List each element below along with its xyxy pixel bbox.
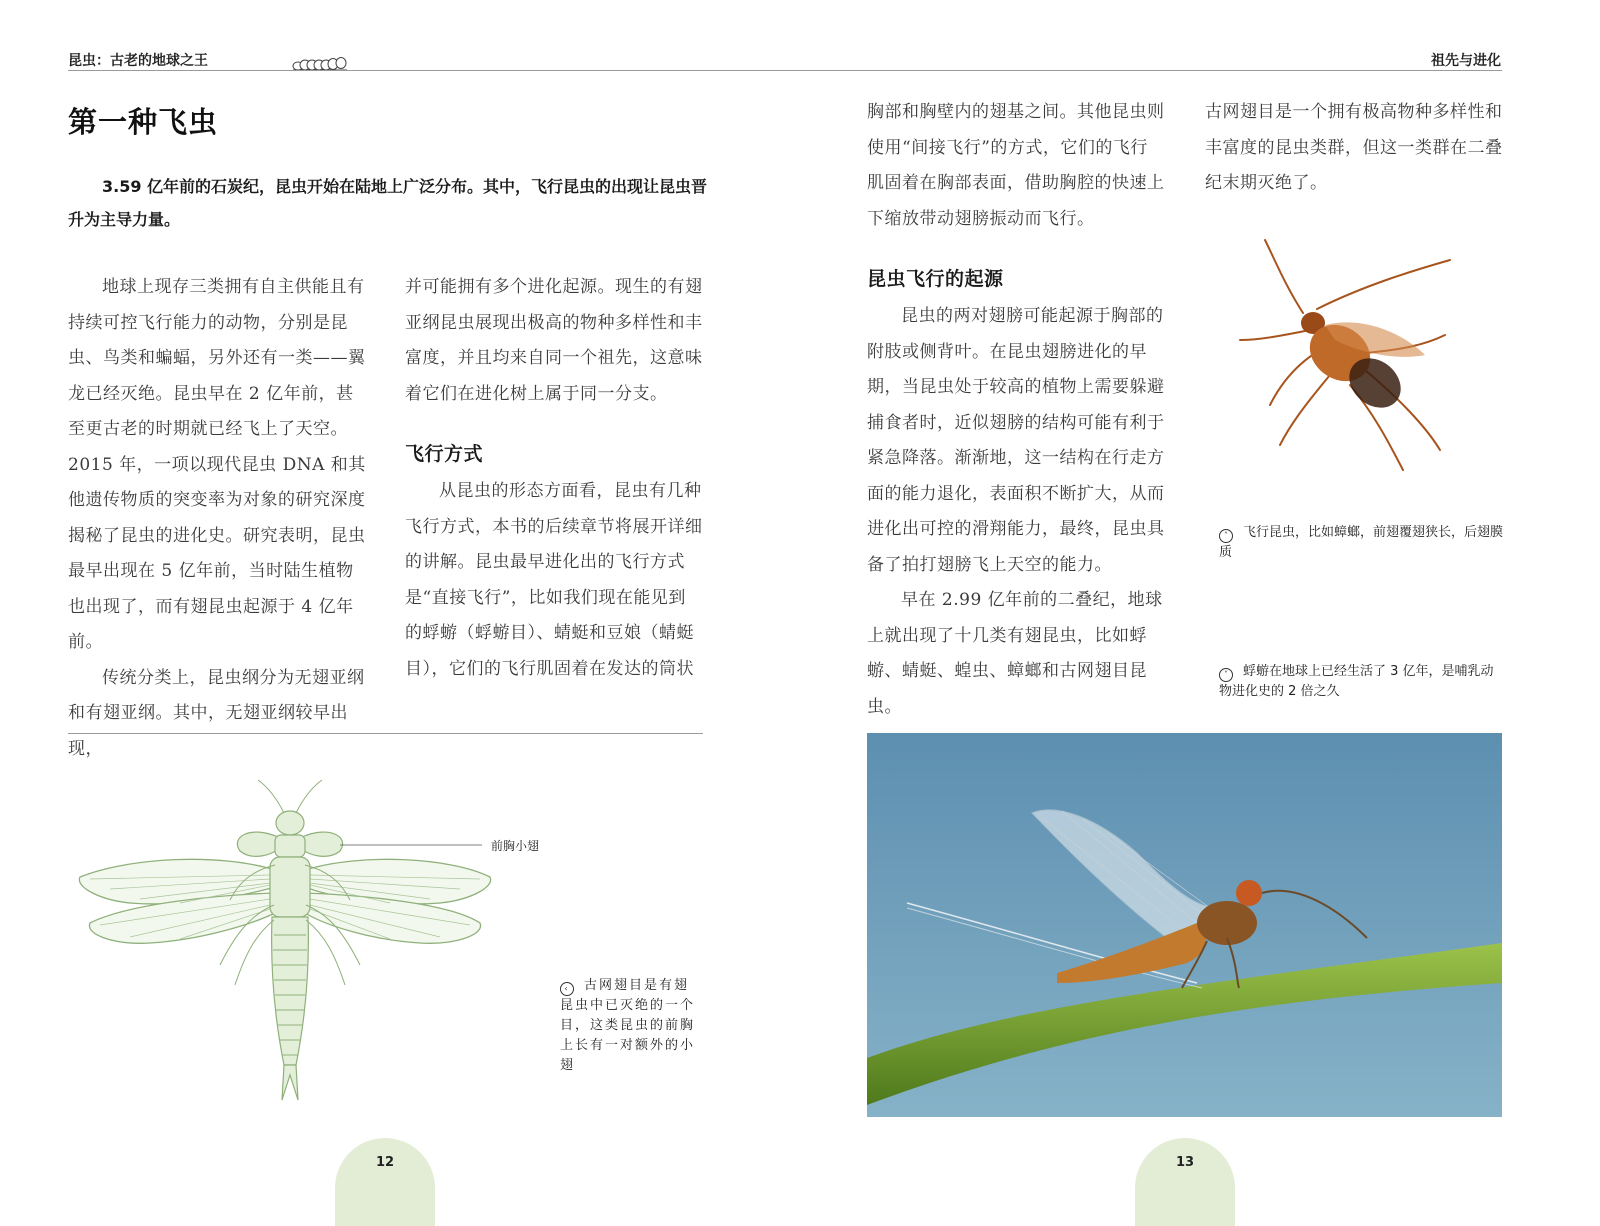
paragraph: 早在 2.99 亿年前的二叠纪，地球上就出现了十几类有翅昆虫，比如蜉蝣、蜻蜓、蝗虫、蟑螂和古网翅目昆虫。 xyxy=(867,590,1163,717)
caption-text: 蜉蝣在地球上已经生活了 3 亿年，是哺乳动物进化史的 2 倍之久 xyxy=(1219,664,1494,699)
caption-text: 古网翅目是有翅昆虫中已灭绝的一个目，这类昆虫的前胸上长有一对额外的小翅 xyxy=(560,978,696,1073)
chapter-title: 第一种飞虫 xyxy=(68,105,219,139)
right-column-2 xyxy=(1205,95,1503,202)
running-head-right: 祖先与进化 xyxy=(1431,53,1501,69)
palaeodictyoptera-diagram xyxy=(70,775,550,1105)
paragraph: 古网翅目是一个拥有极高物种多样性和丰富度的昆虫类群，但这一类群在二叠纪末期灭绝了。 xyxy=(1205,102,1503,193)
paragraph: 传统分类上，昆虫纲分为无翅亚纲和有翅亚纲。其中，无翅亚纲较早出现， xyxy=(68,667,365,759)
section-heading-origin: 昆虫飞行的起源 xyxy=(867,268,1004,290)
section-divider xyxy=(68,733,703,734)
mayfly-photo xyxy=(867,733,1502,1117)
caption-text: 飞行昆虫，比如蟑螂，前翅覆翅狭长，后翅膜质 xyxy=(1219,525,1504,560)
page-number-right: 13 xyxy=(1135,1138,1235,1226)
chevron-down-icon: ˅ xyxy=(1219,668,1233,682)
left-column-1 xyxy=(68,270,366,767)
chevron-up-icon: ˄ xyxy=(1219,529,1233,543)
paragraph: 昆虫的两对翅膀可能起源于胸部的附肢或侧背叶。在昆虫翅膀进化的早期，当昆虫处于较高的植物上需要躲避捕食者时，近似翅膀的结构可能有利于紧急降落。渐渐地，这一结构在行走方面的能力退化，表面积不断扩大，从而进化出可控的滑翔能力，最终，昆虫具备了拍打翅膀飞上天空的能力。 xyxy=(867,306,1165,575)
header-rule xyxy=(68,70,1502,71)
paragraph: 从昆虫的形态方面看，昆虫有几种飞行方式，本书的后续章节将展开详细的讲解。昆虫最早进化出的飞行方式是“直接飞行”，比如我们现在能见到的蜉蝣（蜉蝣目）、蜻蜓和豆娘（蜻蜓目），它们的飞行肌固着在发达的筒状 xyxy=(405,481,703,679)
diagram-label-winglet: 前胸小翅 xyxy=(491,839,540,853)
chevron-left-icon: ‹ xyxy=(560,982,574,996)
section-heading-flight: 飞行方式 xyxy=(405,443,484,465)
paragraph: 胸部和胸壁内的翅基之间。其他昆虫则使用“间接飞行”的方式，它们的飞行肌固着在胸部表面，借助胸腔的快速上下缩放带动翅膀振动而飞行。 xyxy=(867,102,1165,229)
paragraph: 并可能拥有多个进化起源。现生的有翅亚纲昆虫展现出极高的物种多样性和丰富度，并且均来自同一个祖先，这意味着它们在进化树上属于同一分支。 xyxy=(405,277,703,404)
cockroach-photo xyxy=(1225,235,1475,495)
paragraph: 地球上现存三类拥有自主供能且有持续可控飞行能力的动物，分别是昆虫、鸟类和蝙蝠，另外还有一类——翼龙已经灭绝。昆虫早在 2 亿年前，甚至更古老的时期就已经飞上了天空。2015 年，一项以现代昆虫 DNA 和其他遗传物质的突变率为对象的研究深度揭秘了昆虫的进化史。研究表明，昆虫最早出现在 5 亿年前，当时陆生植物也出现了，而有翅昆虫起源于 4 亿年前。 xyxy=(68,277,366,652)
running-head-left: 昆虫：古老的地球之王 xyxy=(68,53,208,69)
caption-left xyxy=(560,976,702,1076)
caption-cockroach xyxy=(1219,523,1504,563)
caption-mayfly xyxy=(1219,662,1504,702)
page-number-left: 12 xyxy=(335,1138,435,1226)
right-column-1 xyxy=(867,95,1165,725)
intro-paragraph: 3.59 亿年前的石炭纪，昆虫开始在陆地上广泛分布。其中，飞行昆虫的出现让昆虫晋升为主导力量。 xyxy=(68,177,708,229)
left-column-2 xyxy=(405,270,703,687)
